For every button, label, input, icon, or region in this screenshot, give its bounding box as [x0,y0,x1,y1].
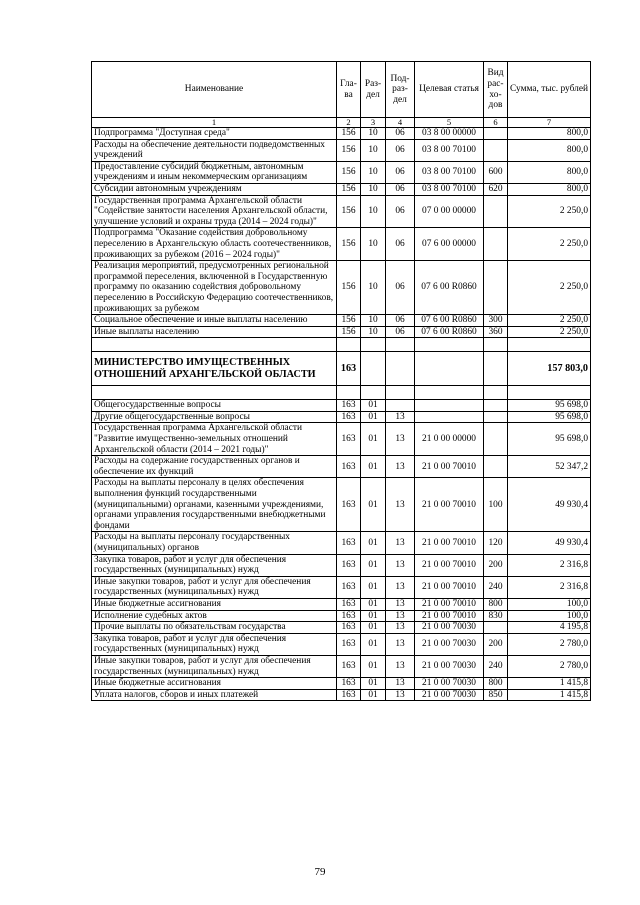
row-amount: 2 780,0 [508,655,591,677]
table-row [92,554,591,576]
header-subsection: Под-раз-дел [386,62,415,118]
row-amount: 2 250,0 [508,326,591,338]
row-chapter: 163 [337,352,361,386]
row-subsection: 13 [386,411,415,423]
row-subsection: 06 [386,315,415,327]
row-name: Государственная программа Архангельской области "Содействие занятости населения Архангельской области, улучшение условий и охраны труда (2014 – 2024 годы)" [92,195,337,228]
row-expense-type [484,338,508,352]
row-name: Другие общегосударственные вопросы [92,411,337,423]
header-name: Наименование [92,62,337,118]
row-subsection: 13 [386,633,415,655]
row-chapter: 163 [337,633,361,655]
column-number: 6 [484,118,508,128]
row-expense-type: 240 [484,655,508,677]
row-chapter: 163 [337,554,361,576]
row-amount: 800,0 [508,128,591,140]
row-target-article: 21 0 00 70030 [415,622,484,634]
row-target-article [415,386,484,400]
row-subsection: 13 [386,478,415,532]
row-name: Расходы на выплаты персоналу в целях обеспечения выполнения функций государственными (муниципальными) органами, казенными учреждениями, органами управления государственными внебюджетными фондами [92,478,337,532]
row-subsection: 13 [386,678,415,690]
row-target-article: 07 6 00 R0860 [415,315,484,327]
header-chapter: Гла-ва [337,62,361,118]
table-row [92,139,591,161]
row-name: Иные закупки товаров, работ и услуг для обеспечения государственных (муниципальных) нужд [92,655,337,677]
row-name: МИНИСТЕРСТВО ИМУЩЕСТВЕННЫХ ОТНОШЕНИЙ АРХАНГЕЛЬСКОЙ ОБЛАСТИ [92,352,337,386]
row-subsection: 06 [386,161,415,183]
row-amount: 52 347,2 [508,456,591,478]
row-target-article [415,411,484,423]
row-chapter: 156 [337,128,361,140]
table-row [92,261,591,315]
table-row [92,478,591,532]
row-expense-type [484,456,508,478]
row-target-article: 03 8 00 70100 [415,183,484,195]
row-subsection [386,386,415,400]
row-subsection: 06 [386,183,415,195]
row-target-article: 21 0 00 70010 [415,532,484,554]
table-row [92,161,591,183]
row-chapter: 163 [337,598,361,610]
row-amount: 2 316,8 [508,554,591,576]
row-subsection [386,338,415,352]
row-section: 01 [361,689,386,701]
row-chapter: 156 [337,161,361,183]
row-expense-type [484,139,508,161]
budget-table [91,61,591,701]
row-amount: 800,0 [508,183,591,195]
header-expense-type: Вид рас-хо-дов [484,62,508,118]
row-section: 01 [361,423,386,456]
table-row [92,598,591,610]
row-name: Государственная программа Архангельской области "Развитие имущественно-земельных отношений Архангельской области (2014 – 2021 годы)" [92,423,337,456]
column-number: 3 [361,118,386,128]
row-chapter: 156 [337,261,361,315]
row-target-article: 07 6 00 00000 [415,228,484,261]
row-expense-type [484,423,508,456]
page-number: 79 [314,866,326,878]
row-target-article: 21 0 00 70030 [415,689,484,701]
column-number: 5 [415,118,484,128]
row-subsection [386,400,415,412]
row-amount: 100,0 [508,598,591,610]
table-row [92,622,591,634]
row-name: Субсидии автономным учреждениям [92,183,337,195]
column-number: 4 [386,118,415,128]
row-chapter: 156 [337,139,361,161]
row-subsection: 13 [386,655,415,677]
row-target-article: 21 0 00 70030 [415,678,484,690]
row-section: 01 [361,532,386,554]
table-row [92,183,591,195]
row-chapter: 163 [337,622,361,634]
row-section: 01 [361,456,386,478]
row-section: 10 [361,326,386,338]
row-target-article [415,338,484,352]
row-expense-type [484,228,508,261]
row-amount: 2 250,0 [508,195,591,228]
row-name: Иные бюджетные ассигнования [92,678,337,690]
row-amount: 95 698,0 [508,423,591,456]
table-row [92,338,591,352]
row-name: Социальное обеспечение и иные выплаты населению [92,315,337,327]
row-amount: 2 250,0 [508,228,591,261]
row-subsection: 13 [386,610,415,622]
row-name: Предоставление субсидий бюджетным, автономным учреждениям и иным некоммерческим организациям [92,161,337,183]
table-row [92,633,591,655]
row-chapter: 163 [337,400,361,412]
row-amount: 800,0 [508,139,591,161]
row-target-article: 21 0 00 70030 [415,633,484,655]
table-row [92,576,591,598]
row-target-article: 03 8 00 70100 [415,161,484,183]
row-amount: 95 698,0 [508,400,591,412]
row-section: 10 [361,261,386,315]
row-name: Закупка товаров, работ и услуг для обеспечения государственных (муниципальных) нужд [92,633,337,655]
row-section: 01 [361,633,386,655]
row-name: Подпрограмма "Оказание содействия добровольному переселению в Архангельскую область соотечественников, проживающих за рубежом (2016 – 2024 годы)" [92,228,337,261]
row-expense-type [484,411,508,423]
row-subsection: 06 [386,261,415,315]
row-subsection: 13 [386,689,415,701]
row-subsection: 06 [386,139,415,161]
row-name: Иные закупки товаров, работ и услуг для обеспечения государственных (муниципальных) нужд [92,576,337,598]
row-subsection: 13 [386,622,415,634]
column-number: 2 [337,118,361,128]
row-subsection: 13 [386,554,415,576]
row-amount: 4 195,8 [508,622,591,634]
row-amount: 95 698,0 [508,411,591,423]
row-section: 01 [361,478,386,532]
row-amount: 49 930,4 [508,478,591,532]
row-chapter: 156 [337,228,361,261]
row-target-article: 21 0 00 70010 [415,598,484,610]
table-row [92,532,591,554]
row-name [92,338,337,352]
row-name: Уплата налогов, сборов и иных платежей [92,689,337,701]
row-section: 10 [361,183,386,195]
row-amount: 49 930,4 [508,532,591,554]
row-amount: 157 803,0 [508,352,591,386]
row-chapter: 163 [337,423,361,456]
row-target-article: 03 8 00 00000 [415,128,484,140]
row-target-article: 07 6 00 R0860 [415,261,484,315]
row-amount: 2 250,0 [508,315,591,327]
row-target-article: 21 0 00 70010 [415,456,484,478]
row-section: 01 [361,655,386,677]
row-section: 01 [361,622,386,634]
row-subsection: 13 [386,576,415,598]
row-expense-type: 200 [484,554,508,576]
row-expense-type: 620 [484,183,508,195]
row-target-article: 07 0 00 00000 [415,195,484,228]
row-target-article: 21 0 00 70010 [415,610,484,622]
row-amount: 800,0 [508,161,591,183]
row-amount: 100,0 [508,610,591,622]
row-section: 01 [361,400,386,412]
row-expense-type [484,400,508,412]
row-chapter: 156 [337,183,361,195]
row-amount [508,386,591,400]
row-expense-type: 100 [484,478,508,532]
table-row [92,352,591,386]
row-chapter: 163 [337,478,361,532]
row-target-article: 21 0 00 70030 [415,655,484,677]
row-amount: 2 250,0 [508,261,591,315]
row-expense-type: 240 [484,576,508,598]
row-section: 01 [361,598,386,610]
row-expense-type [484,386,508,400]
row-target-article: 21 0 00 70010 [415,554,484,576]
row-name: Прочие выплаты по обязательствам государства [92,622,337,634]
row-name: Подпрограмма "Доступная среда" [92,128,337,140]
row-expense-type [484,128,508,140]
row-name: Иные бюджетные ассигнования [92,598,337,610]
row-chapter: 156 [337,195,361,228]
row-chapter: 156 [337,315,361,327]
table-row [92,610,591,622]
table-row [92,326,591,338]
row-amount: 2 316,8 [508,576,591,598]
table-row [92,411,591,423]
row-chapter: 163 [337,456,361,478]
row-expense-type [484,622,508,634]
column-number-row [92,118,591,128]
row-subsection: 13 [386,598,415,610]
row-name: Исполнение судебных актов [92,610,337,622]
row-section: 10 [361,195,386,228]
row-chapter: 163 [337,532,361,554]
row-target-article: 21 0 00 70010 [415,478,484,532]
row-amount: 2 780,0 [508,633,591,655]
table-row [92,678,591,690]
row-section [361,338,386,352]
table-row [92,655,591,677]
row-chapter: 163 [337,610,361,622]
table-row [92,400,591,412]
row-expense-type: 600 [484,161,508,183]
row-amount: 1 415,8 [508,689,591,701]
row-expense-type: 120 [484,532,508,554]
row-expense-type [484,352,508,386]
row-expense-type: 830 [484,610,508,622]
row-chapter: 163 [337,411,361,423]
table-row [92,315,591,327]
table-body [92,128,591,701]
row-name: Общегосударственные вопросы [92,400,337,412]
row-chapter [337,386,361,400]
column-number: 7 [508,118,591,128]
row-subsection: 13 [386,423,415,456]
row-section [361,352,386,386]
row-chapter [337,338,361,352]
column-number: 1 [92,118,337,128]
row-name: Закупка товаров, работ и услуг для обеспечения государственных (муниципальных) нужд [92,554,337,576]
row-name: Иные выплаты населению [92,326,337,338]
row-section: 01 [361,678,386,690]
row-subsection: 06 [386,228,415,261]
row-chapter: 163 [337,689,361,701]
row-subsection: 06 [386,326,415,338]
row-subsection [386,352,415,386]
row-name: Расходы на обеспечение деятельности подведомственных учреждений [92,139,337,161]
table-row [92,456,591,478]
header-amount: Сумма, тыс. рублей [508,62,591,118]
row-section: 01 [361,610,386,622]
row-expense-type [484,261,508,315]
row-name: Реализация мероприятий, предусмотренных региональной программой переселения, включенной в Государственную программу по оказанию содействия добровольному переселению в Российскую Федерацию соотечественников, проживающих за рубежом [92,261,337,315]
table-row [92,386,591,400]
row-subsection: 13 [386,456,415,478]
row-subsection: 06 [386,128,415,140]
row-target-article: 21 0 00 00000 [415,423,484,456]
row-amount [508,338,591,352]
table-row [92,195,591,228]
row-subsection: 13 [386,532,415,554]
row-name: Расходы на содержание государственных органов и обеспечение их функций [92,456,337,478]
row-chapter: 163 [337,678,361,690]
row-section: 01 [361,554,386,576]
row-target-article: 07 6 00 R0860 [415,326,484,338]
row-expense-type: 800 [484,678,508,690]
row-section: 10 [361,128,386,140]
table-row [92,228,591,261]
row-expense-type: 360 [484,326,508,338]
row-section: 10 [361,315,386,327]
row-name [92,386,337,400]
row-expense-type: 850 [484,689,508,701]
row-chapter: 163 [337,655,361,677]
row-section: 01 [361,576,386,598]
row-expense-type: 800 [484,598,508,610]
header-row [92,62,591,118]
row-chapter: 163 [337,576,361,598]
table-row [92,689,591,701]
table-row [92,423,591,456]
row-section: 10 [361,228,386,261]
row-expense-type: 300 [484,315,508,327]
row-section: 10 [361,161,386,183]
row-chapter: 156 [337,326,361,338]
row-name: Расходы на выплаты персоналу государственных (муниципальных) органов [92,532,337,554]
row-target-article: 03 8 00 70100 [415,139,484,161]
row-section: 10 [361,139,386,161]
row-subsection: 06 [386,195,415,228]
header-target-article: Целевая статья [415,62,484,118]
row-target-article [415,352,484,386]
row-expense-type [484,195,508,228]
row-target-article [415,400,484,412]
row-expense-type: 200 [484,633,508,655]
header-section: Раз-дел [361,62,386,118]
row-section: 01 [361,411,386,423]
row-amount: 1 415,8 [508,678,591,690]
table-row [92,128,591,140]
row-section [361,386,386,400]
row-target-article: 21 0 00 70010 [415,576,484,598]
